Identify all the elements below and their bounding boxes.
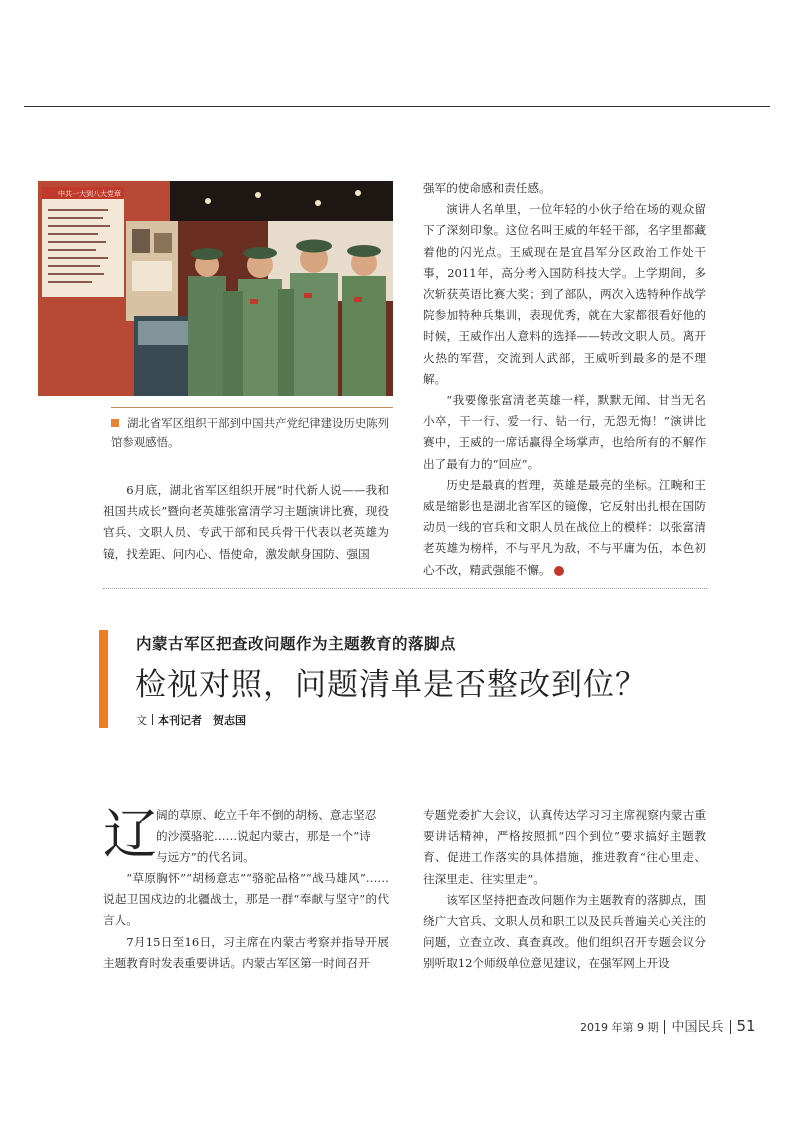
drop-cap: 辽: [103, 803, 157, 866]
paragraph: [423, 475, 706, 581]
photo-caption: [111, 414, 399, 452]
photo-banner-text: 中共一大到八大党章: [58, 190, 121, 198]
accent-bar: [99, 630, 108, 728]
byline-name: 本刊记者 贺志国: [158, 714, 246, 727]
caption-text: 湖北省军区组织干部到中国共产党纪律建设历史陈列馆参观感悟。: [111, 416, 389, 449]
paragraph: 强军的使命感和责任感。: [423, 181, 551, 195]
upper-right-column: [423, 178, 706, 581]
dropcap-line: 阔的草原、屹立千年不倒的胡杨、意志坚忍: [156, 808, 377, 822]
paragraph: 7月15日至16日，习主席在内蒙古考察并指导开展主题教育时发表重要讲话。内蒙古军区第一时间召开: [103, 934, 389, 970]
byline-separator: [152, 714, 153, 725]
paragraph: 专题党委扩大会议，认真传达学习习主席视察内蒙古重要讲话精神，严格按照抓“四个到位”要求搞好主题教育、促进工作落实的具体措施，推进教育“往心里走、往深里走、往实里走”。: [423, 808, 706, 886]
paragraph: “我要像张富清老英雄一样，默默无闻、甘当无名小卒，干一行、爱一行、钻一行，无怨无悔！”演讲比赛中，王威的一席话赢得全场掌声，也给所有的不解作出了最有力的“回应”。: [423, 393, 706, 471]
issue-label: 2019 年第 9 期: [580, 1021, 659, 1034]
page-number: 51: [736, 1017, 756, 1035]
footer-separator: [730, 1020, 731, 1034]
paragraph: 该军区坚持把查改问题作为主题教育的落脚点，围绕广大官兵、文职人员和职工以及民兵普遍关心关注的问题，立查立改、真查真改。他们组织召开专题会议分别听取12个师级单位意见建议，在强军网上开设: [423, 892, 706, 971]
section-divider: [103, 588, 707, 589]
paragraph-text: 历史是最真的哲理，英雄是最亮的坐标。江畹和王威是缩影也是湖北省军区的镜像，它反射出扎根在国防动员一线的官兵和文职人员在战位上的模样：以张富清老英雄为榜样，不与平凡为敌，不与平庸为伍，本色初心不改，精武强能不懈。: [423, 477, 706, 577]
dropcap-line: 与远方”的代名词。: [156, 850, 255, 865]
caption-square-icon: [111, 419, 119, 427]
dropcap-line: 的沙漠骆驼……说起内蒙古，那是一个“诗: [156, 829, 371, 844]
footer-separator: [664, 1020, 665, 1034]
lower-right-column: [423, 805, 706, 975]
upper-left-column: [103, 480, 389, 565]
article-kicker: 内蒙古军区把查改问题作为主题教育的落脚点: [136, 634, 457, 653]
byline-prefix: 文: [136, 714, 147, 727]
lower-left-dropcap-lines: [156, 805, 389, 869]
photo-exhibition-visit: [38, 181, 393, 396]
end-mark-icon: 兵: [554, 566, 564, 576]
paragraph: “草原胸怀”“胡杨意志”“骆驼品格”“战马雄风”……说起卫国戍边的北疆战士，那是一群“奉献与坚守”的代言人。: [103, 871, 389, 928]
article-headline: 检视对照，问题清单是否整改到位？: [135, 667, 647, 703]
magazine-name: 中国民兵: [671, 1020, 724, 1035]
page-footer: [580, 1016, 756, 1035]
caption-rule: [111, 407, 393, 408]
byline: [136, 712, 246, 728]
header-rule: [24, 106, 770, 107]
lower-left-column: [103, 868, 389, 974]
paragraph: 演讲人名单里，一位年轻的小伙子给在场的观众留下了深刻印象。这位名叫王威的年轻干部，名字里都藏着他的闪光点。王威现在是宜昌军分区政治工作处干事，2011年，高分考入国防科技大学。上学期间，多次斩获英语比赛大奖；到了部队，两次入选特种作战学院参加特种兵集训，表现优秀，就在大家都很看好他的时候，王威作出人意料的选择——转改文职人员。离开火热的军营，交流到人武部，王威听到最多的是不理解。: [423, 202, 706, 386]
paragraph: 6月底，湖北省军区组织开展“时代新人说——我和祖国共成长”暨向老英雄张富清学习主题演讲比赛，现役官兵、文职人员、专武干部和民兵骨干代表以老英雄为镜，找差距、问内心、悟使命，激发献身国防、强国: [103, 483, 389, 561]
